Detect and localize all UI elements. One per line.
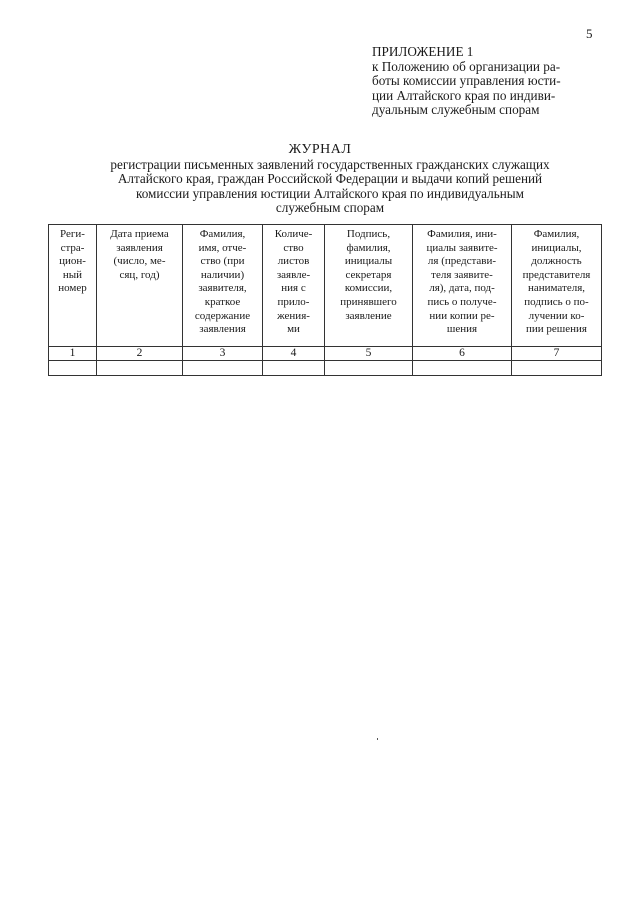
register-table xyxy=(48,224,602,376)
table-cell xyxy=(49,361,97,376)
column-number: 4 xyxy=(263,347,325,361)
table-cell xyxy=(512,361,602,376)
column-header-reg-number: Реги- стра- цион- ный номер xyxy=(49,225,97,347)
journal-subtitle-line: комиссии управления юстиции Алтайского края по индивидуальным xyxy=(135,185,525,201)
column-header-sheet-count: Количе- ство листов заявле- ния с прило- жения- ми xyxy=(263,225,325,347)
column-number: 3 xyxy=(183,347,263,361)
appendix-block xyxy=(372,45,597,118)
column-number: 1 xyxy=(49,347,97,361)
journal-subtitle-line: регистрации письменных заявлений государственных гражданских служащих xyxy=(110,157,550,172)
journal-title: ЖУРНАЛ xyxy=(288,142,352,157)
table-cell xyxy=(325,361,413,376)
appendix-line: ции Алтайского края по индиви- xyxy=(372,87,556,103)
column-number: 5 xyxy=(325,347,413,361)
column-number: 6 xyxy=(413,347,512,361)
page-number: 5 xyxy=(586,26,593,41)
column-header-receipt-date: Дата приема заявления (число, ме- сяц, год) xyxy=(97,225,183,347)
table-cell xyxy=(97,361,183,376)
journal-subtitle-line: служебным спорам xyxy=(275,200,385,216)
appendix-line: боты комиссии управления юсти- xyxy=(372,73,561,89)
appendix-line: дуальным служебным спорам xyxy=(372,102,540,118)
table-row xyxy=(49,361,602,376)
column-number: 7 xyxy=(512,347,602,361)
column-number: 2 xyxy=(97,347,183,361)
scan-speck xyxy=(377,738,378,740)
header-row xyxy=(49,225,602,347)
column-header-secretary-signature: Подпись, фамилия, инициалы секретаря комиссии, принявшего заявление xyxy=(325,225,413,347)
journal-subtitle-line: Алтайского края, граждан Российской Федерации и выдачи копий решений xyxy=(117,171,543,187)
appendix-title: ПРИЛОЖЕНИЕ 1 xyxy=(372,44,474,59)
column-header-employer-receipt: Фамилия, инициалы, должность представителя нанимателя, подпись о по- лучении ко- пии решения xyxy=(512,225,602,347)
journal-subtitle xyxy=(60,158,600,216)
appendix-line: к Положению об организации ра- xyxy=(372,58,561,74)
column-header-applicant: Фамилия, имя, отче- ство (при наличии) заявителя, краткое содержание заявления xyxy=(183,225,263,347)
table-cell xyxy=(413,361,512,376)
table-cell xyxy=(183,361,263,376)
column-number-row xyxy=(49,347,602,361)
table-cell xyxy=(263,361,325,376)
column-header-applicant-receipt: Фамилия, ини- циалы заявите- ля (представи- теля заявите- ля), дата, под- пись о получе- нии копии ре- шения xyxy=(413,225,512,347)
